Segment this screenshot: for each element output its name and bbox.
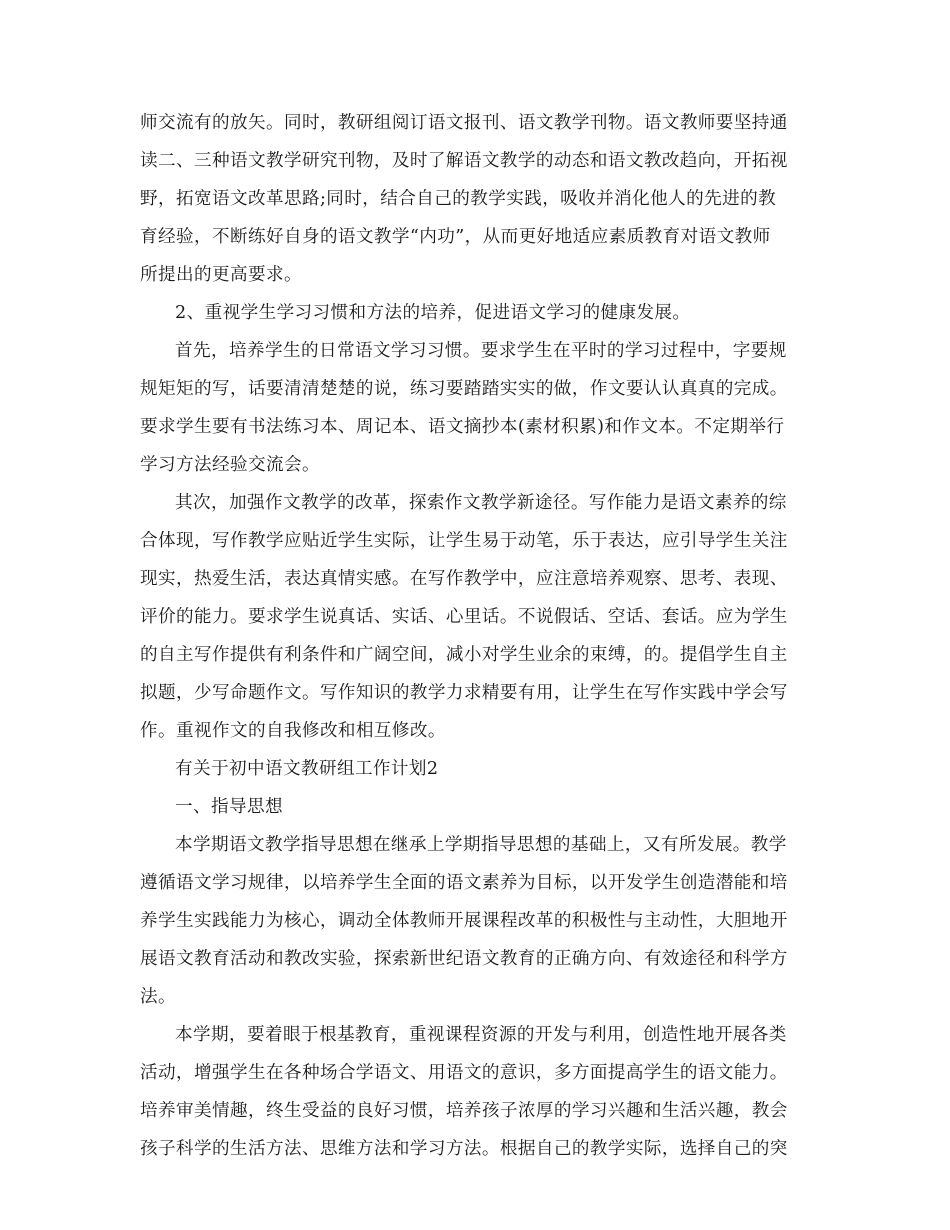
text-line: 学习方法经验交流会。 xyxy=(140,455,320,475)
text-line: 师交流有的放矢。同时，教研组阅订语文报刊、语文教学刊物。语文教师要坚持通 xyxy=(140,113,788,133)
text-line: 现实，热爱生活，表达真情实感。在写作教学中，应注意培养观察、思考、表现、 xyxy=(140,569,788,589)
text-line: 规矩矩的写，话要清清楚楚的说，练习要踏踏实实的做，作文要认认真真的完成。 xyxy=(140,379,788,399)
section-heading: 一、指导思想 xyxy=(175,797,283,817)
text-line: 其次，加强作文教学的改革，探索作文教学新途径。写作能力是语文素养的综 xyxy=(175,493,787,513)
text-line: 合体现，写作教学应贴近学生实际，让学生易于动笔，乐于表达，应引导学生关注 xyxy=(140,531,788,551)
text-line: 育经验，不断练好自身的语文教学“内功”，从而更好地适应素质教育对语文教师 xyxy=(140,227,771,247)
text-line: 拟题，少写命题作文。写作知识的教学力求精要有用，让学生在写作实践中学会写 xyxy=(140,683,788,703)
text-line: 培养审美情趣，终生受益的良好习惯，培养孩子浓厚的学习兴趣和生活兴趣，教会 xyxy=(140,1101,788,1121)
text-line: 所提出的更高要求。 xyxy=(140,265,302,285)
document-title: 有关于初中语文教研组工作计划2 xyxy=(175,759,439,779)
text-line: 的自主写作提供有利条件和广阔空间，减小对学生业余的束缚，的。提倡学生自主 xyxy=(140,645,788,665)
text-line: 孩子科学的生活方法、思维方法和学习方法。根据自己的教学实际，选择自己的突 xyxy=(140,1139,788,1159)
text-line: 评价的能力。要求学生说真话、实话、心里话。不说假话、空话、套话。应为学生 xyxy=(140,607,788,627)
text-line: 遵循语文学习规律，以培养学生全面的语文素养为目标，以开发学生创造潜能和培 xyxy=(140,873,788,893)
text-line: 活动，增强学生在各种场合学语文、用语文的意识，多方面提高学生的语文能力。 xyxy=(140,1063,788,1083)
text-line: 要求学生要有书法练习本、周记本、语文摘抄本(素材积累)和作文本。不定期举行 xyxy=(140,417,785,437)
text-line: 读二、三种语文教学研究刊物，及时了解语文教学的动态和语文教改趋向，开拓视 xyxy=(140,151,788,171)
text-line: 养学生实践能力为核心，调动全体教师开展课程改革的积极性与主动性，大胆地开 xyxy=(140,911,788,931)
text-line: 法。 xyxy=(140,987,176,1007)
text-line: 野，拓宽语文改革思路;同时，结合自己的教学实践，吸收并消化他人的先进的教 xyxy=(140,189,777,209)
section-heading: 2、重视学生学习习惯和方法的培养，促进语文学习的健康发展。 xyxy=(175,303,691,323)
text-line: 本学期，要着眼于根基教育，重视课程资源的开发与利用，创造性地开展各类 xyxy=(175,1025,787,1045)
text-line: 展语文教育活动和教改实验，探索新世纪语文教育的正确方向、有效途径和科学方 xyxy=(140,949,788,969)
text-line: 本学期语文教学指导思想在继承上学期指导思想的基础上，又有所发展。教学 xyxy=(175,835,787,855)
text-line: 首先，培养学生的日常语文学习习惯。要求学生在平时的学习过程中，字要规 xyxy=(175,341,787,361)
text-line: 作。重视作文的自我修改和相互修改。 xyxy=(140,721,446,741)
